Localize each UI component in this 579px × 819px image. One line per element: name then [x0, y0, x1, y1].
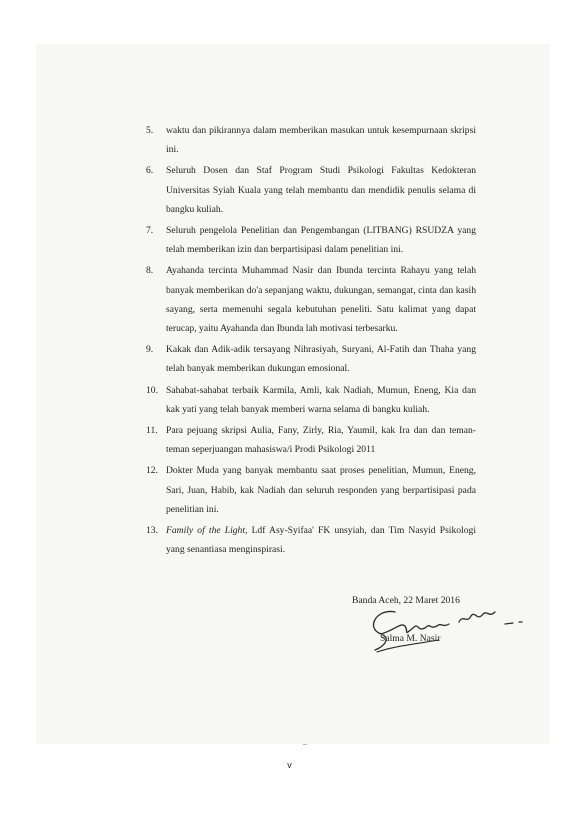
item-text: Seluruh pengelola Penelitian dan Pengembangan (LITBANG) RSUDZA yang telah memberikan izin dan berpartisipasi dalam penelitian ini. — [166, 225, 476, 256]
list-item — [146, 161, 476, 219]
item-text: Para pejuang skripsi Aulia, Fany, Zirly, Ria, Yaumil, kak Ira dan dan teman-teman seperjuangan mahasiswa/i Prodi Psikologi 2011 — [166, 425, 476, 456]
item-number: 11. — [146, 425, 158, 437]
item-number: 10. — [146, 384, 158, 396]
item-number: 7. — [146, 225, 154, 237]
list-item — [146, 221, 476, 259]
item-number: 9. — [146, 344, 154, 356]
list-item — [146, 461, 476, 519]
item-text: Dokter Muda yang banyak membantu saat proses penelitian, Mumun, Eneng, Sari, Juan, Habib, kak Nadiah dan seluruh responden yang berpartisipasi pada penelitian ini. — [166, 465, 476, 515]
list-item — [146, 340, 476, 378]
list-item — [146, 421, 476, 459]
list-item — [146, 521, 476, 559]
item-number: 5. — [146, 125, 154, 136]
item-text: Seluruh Dosen dan Staf Program Studi Psikologi Fakultas Kedokteran Universitas Syiah Kuala yang telah membantu dan mendidik penulis selama di bangku kuliah. — [166, 165, 476, 215]
handwritten-signature — [355, 600, 530, 660]
item-number: 8. — [146, 265, 154, 277]
signature-place-date: Banda Aceh, 22 Maret 2016 — [352, 595, 460, 606]
item-number: 6. — [146, 165, 154, 177]
item-number: 12. — [146, 465, 158, 477]
scan-speck — [303, 744, 307, 745]
item-text: Kakak dan Adik-adik tersayang Nihrasiyah, Suryani, Al-Fatih dan Thaha yang telah banyak memberikan dukungan emosional. — [166, 344, 476, 375]
acknowledgement-list — [146, 121, 476, 561]
item-text-rest: , Ldf Asy-Syifaa' FK unsyiah, dan Tim Nasyid Psikologi yang senantiasa menginspirasi. — [166, 525, 476, 556]
item-text — [166, 525, 476, 555]
item-text: waktu dan pikirannya dalam memberikan masukan untuk kesempurnaan skripsi ini. — [166, 125, 476, 156]
item-emphasis: Family of the Light — [166, 525, 246, 537]
page-number: v — [287, 760, 292, 770]
list-item — [146, 261, 476, 338]
list-item — [146, 381, 476, 419]
list-item — [146, 121, 476, 159]
item-number: 13. — [146, 525, 158, 537]
signature-name: Salma M. Nasir — [380, 633, 441, 644]
item-text: Ayahanda tercinta Muhammad Nasir dan Ibunda tercinta Rahayu yang telah banyak memberikan do'a sepanjang waktu, dukungan, semangat, cinta dan kasih sayang, serta memenuhi segala kebutuhan peneliti. Satu kalimat yang dapat terucap, yaitu Ayahanda dan Ibunda lah motivasi terbesarku. — [166, 265, 476, 335]
item-text: Sahabat-sahabat terbaik Karmila, Amli, kak Nadiah, Mumun, Eneng, Kia dan kak yati yang telah banyak memberi warna selama di bangku kuliah. — [166, 384, 476, 415]
